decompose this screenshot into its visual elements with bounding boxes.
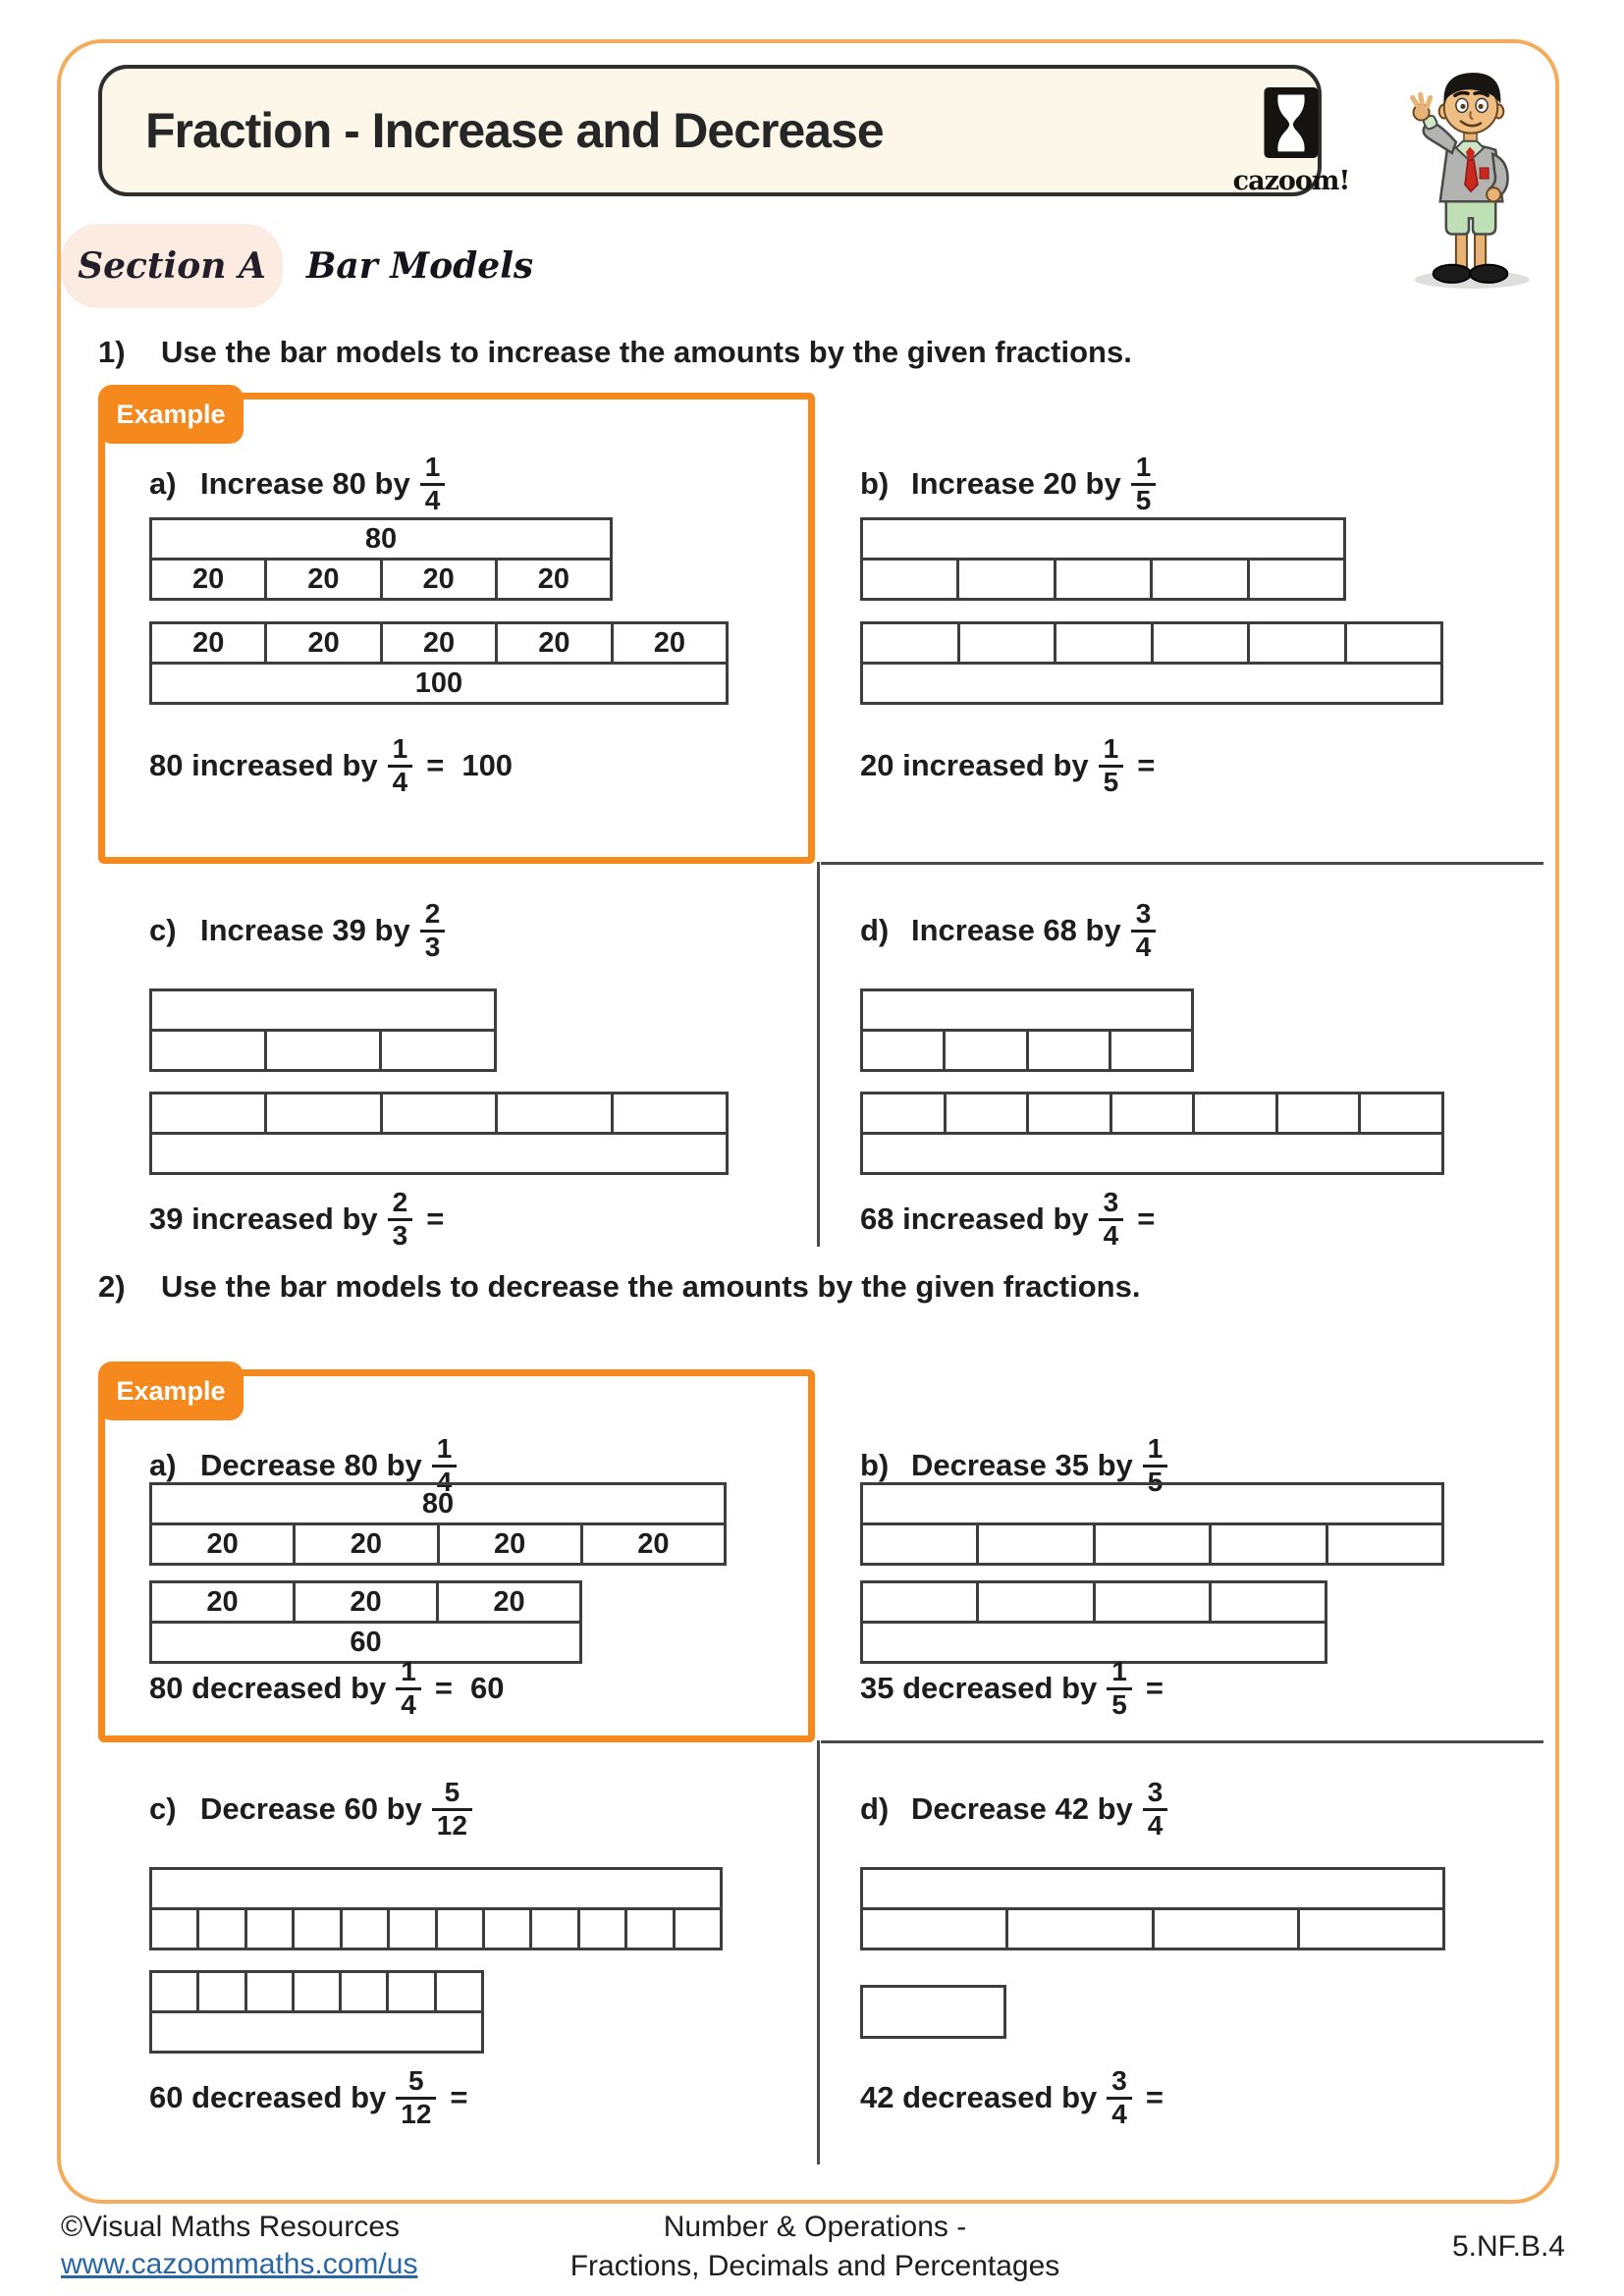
bar-cell — [860, 621, 960, 665]
bar-cell — [149, 988, 497, 1032]
bar-cell — [482, 1907, 532, 1950]
fraction-denominator: 12 — [432, 1808, 472, 1841]
bar-cell — [860, 1029, 946, 1072]
item-title — [149, 1767, 472, 1851]
item-title — [149, 442, 445, 526]
fraction-numerator: 1 — [1103, 733, 1119, 765]
answer-prefix: 80 increased by — [149, 748, 378, 782]
bar-cell — [149, 2010, 484, 2054]
bar-cell — [292, 1970, 342, 2013]
answer-prefix: 80 decreased by — [149, 1671, 387, 1705]
bar-row-cells — [149, 621, 729, 665]
bar-cell: 20 — [495, 558, 613, 601]
bar-cell: 20 — [264, 558, 382, 601]
bar-cell — [1358, 1092, 1444, 1135]
bar-cell — [860, 1522, 979, 1566]
example-tab-1: Example — [98, 385, 244, 444]
fraction-denominator: 5 — [1143, 1465, 1168, 1497]
bar-cell — [860, 1907, 1008, 1950]
bar-cell — [1209, 1580, 1327, 1624]
bar-model-group — [149, 621, 729, 705]
bar-cell — [149, 1092, 267, 1135]
fraction — [396, 2066, 436, 2128]
bar-model-group — [860, 1482, 1444, 1566]
bar-cell: 20 — [611, 621, 729, 665]
bar-cell — [1152, 1907, 1300, 1950]
answer-equals: = — [426, 1201, 445, 1236]
fraction — [420, 899, 446, 961]
bar-cell — [1109, 1029, 1194, 1072]
fraction — [1131, 899, 1157, 961]
section-label-pill — [61, 224, 283, 308]
answer-statement — [860, 723, 1172, 808]
bar-cell: 20 — [580, 1522, 727, 1566]
bar-cell — [1151, 621, 1251, 665]
item-title — [149, 888, 445, 973]
bar-row-cells — [149, 1522, 727, 1566]
divider-horizontal — [821, 862, 1543, 865]
bar-cell — [1150, 558, 1249, 601]
section-title: Bar Models — [306, 245, 534, 287]
bar-row-cells — [860, 1092, 1444, 1135]
bar-cell: 20 — [149, 1580, 296, 1624]
answer-equals: = — [1145, 2080, 1164, 2114]
bar-cell — [943, 1029, 1028, 1072]
bar-cell — [386, 1970, 436, 2013]
mascot-boy-illustration — [1394, 55, 1543, 297]
bar-row-cells — [860, 621, 1443, 665]
bar-row-whole — [860, 517, 1346, 561]
bar-cell — [387, 1907, 437, 1950]
bar-model-group — [860, 988, 1194, 1072]
fraction — [1143, 1778, 1168, 1840]
answer-equals: = — [1137, 1201, 1156, 1236]
question-number: 1) — [98, 335, 126, 369]
fraction-denominator: 4 — [388, 765, 413, 797]
bar-row-cells — [860, 1985, 1006, 2039]
bar-cell: 20 — [149, 1522, 296, 1566]
bar-row-cells — [149, 558, 613, 601]
item-prompt: Decrease 42 by — [911, 1791, 1133, 1826]
bar-cell — [860, 1092, 947, 1135]
bar-row-whole — [149, 2010, 484, 2054]
item-title — [860, 888, 1156, 973]
bar-model-group — [860, 517, 1346, 601]
fraction-denominator: 4 — [396, 1687, 421, 1720]
bar-row-whole — [860, 662, 1443, 705]
answer-equals: = — [450, 2080, 468, 2114]
bar-cell — [673, 1907, 723, 1950]
bar-cell — [860, 662, 1443, 705]
fraction-numerator: 1 — [424, 452, 441, 483]
bar-row-cells — [149, 1907, 723, 1950]
fraction-numerator: 1 — [1135, 452, 1152, 483]
bar-row-whole — [149, 988, 497, 1032]
fraction-denominator: 4 — [420, 483, 446, 515]
answer-statement — [149, 2056, 486, 2140]
bar-cell — [860, 1985, 1006, 2039]
answer-value: 60 — [469, 1671, 505, 1705]
bar-model-group — [149, 1482, 727, 1566]
bar-cell — [860, 1482, 1444, 1525]
bar-cell — [1093, 1522, 1212, 1566]
item-letter: b) — [860, 466, 890, 501]
bar-cell — [1247, 621, 1347, 665]
bar-cell: 80 — [149, 1482, 727, 1525]
item-letter: b) — [860, 1448, 890, 1482]
divider-vertical — [817, 1740, 820, 2164]
fraction-numerator: 5 — [444, 1777, 460, 1808]
fraction-numerator: 2 — [424, 898, 441, 930]
fraction-numerator: 1 — [1111, 1656, 1127, 1687]
bar-model-group — [149, 517, 613, 601]
section-label: Section A — [78, 245, 266, 287]
fraction-numerator: 1 — [401, 1656, 416, 1687]
fraction-numerator: 1 — [1147, 1433, 1164, 1465]
bar-cell — [860, 1867, 1445, 1910]
fraction-numerator: 3 — [1103, 1187, 1119, 1218]
bar-cell: 100 — [149, 662, 729, 705]
fraction-numerator: 3 — [1135, 898, 1152, 930]
example-tab-2: Example — [98, 1362, 244, 1420]
bar-cell — [976, 1580, 1095, 1624]
bar-cell — [529, 1907, 579, 1950]
fraction — [1107, 1657, 1132, 1719]
bar-cell: 20 — [495, 621, 613, 665]
footer-copyright: ©Visual Maths Resources — [61, 2211, 401, 2243]
bar-row-whole — [149, 1867, 723, 1910]
fraction-numerator: 3 — [1111, 2065, 1127, 2097]
divider-vertical — [817, 862, 820, 1247]
footer-topic-line1: Number & Operations - — [663, 2211, 967, 2243]
bar-cell — [264, 1092, 382, 1135]
answer-statement — [860, 1646, 1181, 1731]
item-prompt: Increase 39 by — [200, 913, 410, 947]
question-prompt: Use the bar models to decrease the amounts by the given fractions. — [161, 1269, 1141, 1304]
answer-prefix: 42 decreased by — [860, 2080, 1098, 2114]
bar-row-whole — [149, 1482, 727, 1525]
fraction — [1131, 453, 1157, 514]
answer-statement — [860, 1177, 1172, 1261]
bar-cell: 80 — [149, 517, 613, 561]
bar-row-cells — [860, 1522, 1444, 1566]
item-prompt: Decrease 80 by — [200, 1448, 422, 1482]
bar-cell — [860, 1132, 1444, 1175]
fraction — [388, 734, 413, 796]
bar-cell — [624, 1907, 675, 1950]
bar-model-group — [860, 1867, 1445, 1950]
bar-cell — [149, 1029, 267, 1072]
fraction — [420, 453, 446, 514]
fraction — [388, 1188, 413, 1250]
fraction-denominator: 5 — [1131, 483, 1157, 515]
fraction-denominator: 3 — [420, 930, 446, 962]
bar-cell — [860, 558, 959, 601]
bar-cell — [149, 1867, 723, 1910]
bar-cell — [1275, 1092, 1362, 1135]
bar-cell: 20 — [380, 621, 498, 665]
bar-cell — [340, 1907, 390, 1950]
fraction — [1099, 734, 1124, 796]
fraction-denominator: 5 — [1099, 765, 1124, 797]
bar-cell — [1297, 1907, 1445, 1950]
answer-statement — [149, 1177, 461, 1261]
question-2-heading — [98, 1262, 1276, 1311]
bar-cell — [244, 1970, 295, 2013]
fraction-numerator: 1 — [392, 733, 408, 765]
bar-cell — [860, 517, 1346, 561]
item-letter: c) — [149, 913, 177, 947]
bar-model-group — [149, 1092, 729, 1175]
item-prompt: Increase 68 by — [911, 913, 1121, 947]
answer-equals: = — [434, 1671, 453, 1705]
bar-cell — [379, 1029, 497, 1072]
bar-cell — [1247, 558, 1346, 601]
item-letter: c) — [149, 1791, 177, 1826]
bar-row-cells — [149, 1970, 484, 2013]
footer-topic-line2: Fractions, Decimals and Percentages — [569, 2250, 1060, 2282]
bar-cell — [149, 1970, 199, 2013]
bar-cell — [1192, 1092, 1278, 1135]
answer-prefix: 39 increased by — [149, 1201, 378, 1236]
page-title: Fraction - Increase and Decrease — [145, 103, 884, 158]
bar-row-cells — [860, 558, 1346, 601]
answer-equals: = — [1137, 748, 1156, 782]
bar-row-whole — [860, 1132, 1444, 1175]
bar-cell — [860, 988, 1194, 1032]
item-letter: d) — [860, 913, 890, 947]
bar-cell — [1005, 1907, 1154, 1950]
question-prompt: Use the bar models to increase the amounts by the given fractions. — [161, 335, 1132, 369]
item-letter: a) — [149, 1448, 177, 1482]
bar-model-group — [149, 988, 497, 1072]
answer-statement — [149, 1646, 504, 1731]
bar-cell: 20 — [293, 1522, 439, 1566]
bar-row-whole — [149, 662, 729, 705]
fraction-numerator: 3 — [1147, 1777, 1164, 1808]
fraction-denominator: 4 — [1107, 2097, 1132, 2129]
fraction — [1099, 1188, 1124, 1250]
answer-statement — [860, 2056, 1181, 2140]
fraction-denominator: 4 — [1131, 930, 1157, 962]
fraction-numerator: 2 — [392, 1187, 408, 1218]
fraction-denominator: 4 — [1143, 1808, 1168, 1841]
bar-row-cells — [149, 1092, 729, 1135]
bar-cell — [495, 1092, 613, 1135]
bar-cell: 60 — [149, 1621, 582, 1664]
bar-model-group — [860, 1092, 1444, 1175]
item-letter: d) — [860, 1791, 890, 1826]
answer-value: 100 — [461, 748, 514, 782]
bar-cell — [1093, 1580, 1212, 1624]
bar-cell: 20 — [293, 1580, 439, 1624]
bar-cell — [434, 1970, 484, 2013]
item-title — [860, 442, 1156, 526]
divider-horizontal — [821, 1740, 1543, 1743]
bar-row-cells — [860, 1907, 1445, 1950]
bar-cell — [956, 558, 1056, 601]
bar-cell — [380, 1092, 498, 1135]
cazoom-logo-icon — [1263, 146, 1320, 163]
bar-cell — [292, 1907, 342, 1950]
answer-equals: = — [1145, 1671, 1164, 1705]
bar-row-whole — [149, 517, 613, 561]
bar-cell — [860, 1580, 979, 1624]
fraction — [1107, 2066, 1132, 2128]
fraction — [396, 1657, 421, 1719]
answer-prefix: 68 increased by — [860, 1201, 1089, 1236]
bar-cell — [611, 1092, 729, 1135]
bar-cell — [1326, 1522, 1444, 1566]
cazoom-logo — [1218, 86, 1365, 196]
footer-standard-code: 5.NF.B.4 — [1451, 2230, 1565, 2263]
bar-row-cells — [860, 1580, 1327, 1624]
fraction-numerator: 5 — [408, 2065, 424, 2097]
bar-model-group — [860, 621, 1443, 705]
bar-cell — [244, 1907, 295, 1950]
fraction-denominator: 3 — [388, 1218, 413, 1251]
fraction — [432, 1778, 472, 1840]
answer-equals: = — [426, 748, 445, 782]
fraction-denominator: 4 — [1099, 1218, 1124, 1251]
bar-cell — [435, 1907, 485, 1950]
bar-cell — [976, 1522, 1095, 1566]
answer-prefix: 35 decreased by — [860, 1671, 1098, 1705]
answer-prefix: 20 increased by — [860, 748, 1089, 782]
bar-row-cells — [149, 1029, 497, 1072]
item-prompt: Decrease 60 by — [200, 1791, 422, 1826]
bar-cell: 20 — [380, 558, 498, 601]
bar-model-group — [860, 1985, 1006, 2039]
bar-model-group — [149, 1867, 723, 1950]
bar-cell — [264, 1029, 382, 1072]
bar-row-cells — [149, 1580, 582, 1624]
bar-cell: 20 — [436, 1580, 582, 1624]
bar-cell — [957, 621, 1057, 665]
bar-row-whole — [860, 1482, 1444, 1525]
bar-row-cells — [860, 1029, 1194, 1072]
bar-cell — [1054, 621, 1154, 665]
bar-cell — [149, 1132, 729, 1175]
answer-prefix: 60 decreased by — [149, 2080, 387, 2114]
bar-cell — [196, 1970, 246, 2013]
question-number: 2) — [98, 1269, 126, 1304]
bar-row-whole — [860, 1867, 1445, 1910]
item-title — [860, 1767, 1167, 1851]
bar-cell — [149, 1907, 199, 1950]
bar-model-group — [149, 1970, 484, 2054]
item-letter: a) — [149, 466, 177, 501]
cazoom-logo-text: cazoom! — [1232, 166, 1350, 196]
fraction-numerator: 1 — [436, 1433, 453, 1465]
fraction-denominator: 5 — [1107, 1687, 1132, 1720]
bar-cell: 20 — [437, 1522, 583, 1566]
bar-cell — [339, 1970, 389, 2013]
item-prompt: Increase 20 by — [911, 466, 1121, 501]
footer-url-link[interactable] — [61, 2248, 417, 2281]
bar-cell — [1110, 1092, 1196, 1135]
bar-cell: 20 — [264, 621, 382, 665]
bar-cell — [196, 1907, 246, 1950]
answer-statement — [149, 723, 513, 808]
bar-cell — [1026, 1029, 1111, 1072]
bar-cell — [1209, 1522, 1327, 1566]
bar-cell — [1344, 621, 1444, 665]
bar-cell: 20 — [149, 558, 267, 601]
bar-cell — [577, 1907, 627, 1950]
bar-cell — [1054, 558, 1153, 601]
bar-row-whole — [860, 988, 1194, 1032]
footer-url-text[interactable]: www.cazoommaths.com/us — [61, 2248, 418, 2280]
bar-cell — [944, 1092, 1030, 1135]
fraction-denominator: 4 — [432, 1465, 458, 1497]
title-box — [98, 65, 1322, 196]
fraction-denominator: 12 — [396, 2097, 436, 2129]
item-prompt: Decrease 35 by — [911, 1448, 1133, 1482]
item-prompt: Increase 80 by — [200, 466, 410, 501]
bar-cell: 20 — [149, 621, 267, 665]
bar-row-whole — [149, 1132, 729, 1175]
question-1-heading — [98, 328, 1276, 377]
bar-cell — [1026, 1092, 1112, 1135]
